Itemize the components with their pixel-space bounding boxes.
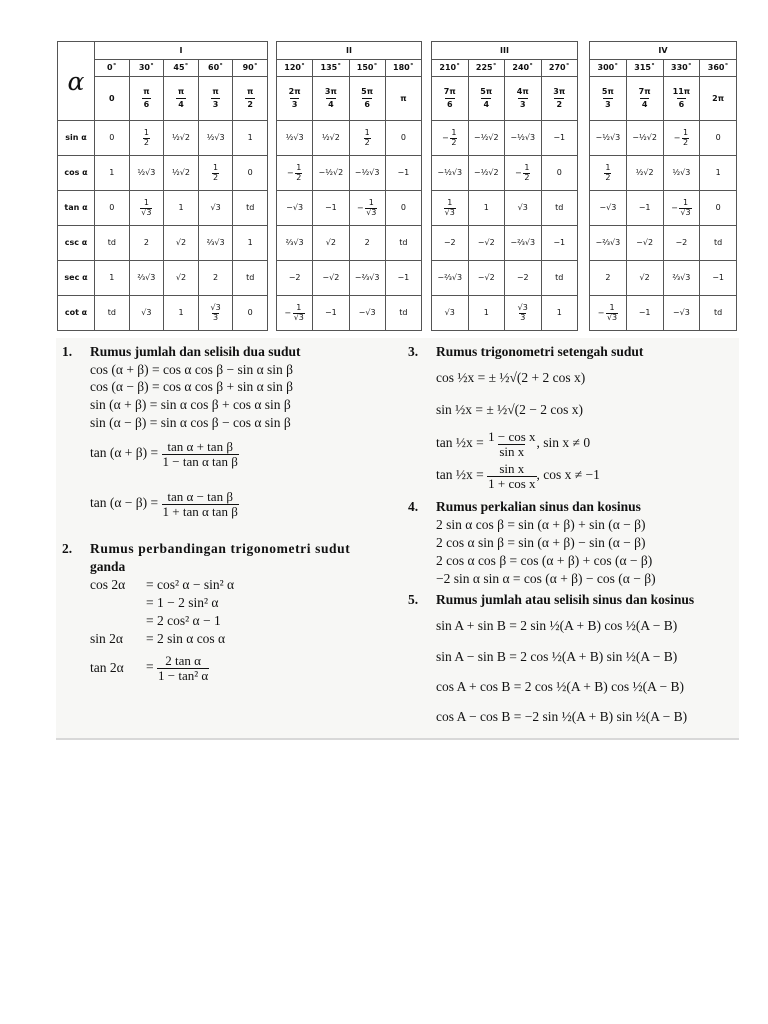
formula-tan2a: = $\frac{\text{2 tan α}}{\text{1 − tan² α}}$ [146,653,209,683]
degree-cell: 0˚ [95,60,130,77]
value-cell: td [541,191,578,226]
value-cell: −√2 [468,261,505,296]
value-cell: 1 [468,191,505,226]
degree-cell: 225˚ [468,60,505,77]
value-cell: −½√2 [468,156,505,191]
value-cell: −√3 [349,296,385,331]
section-1-number: 1. [62,344,73,359]
degree-cell: 60˚ [198,60,233,77]
radian-cell: $\frac{\pi}{4}$ [164,77,199,121]
formula-sin2a-lhs: sin 2α [90,631,123,646]
radian-cell: π [385,77,421,121]
value-cell: td [541,261,578,296]
value-cell: −√2 [313,261,349,296]
value-cell: −2 [505,261,542,296]
radian-cell: $\frac{5\pi}{4}$ [468,77,505,121]
value-cell: −1 [385,156,421,191]
value-cell: ⅔√3 [198,226,233,261]
value-cell: ½√3 [663,156,700,191]
value-cell: $\frac{1}{2}$ [198,156,233,191]
value-cell: ½√2 [626,156,663,191]
value-cell: 0 [385,121,421,156]
value-cell: 2 [198,261,233,296]
value-cell: − $\frac{1}{2}$ [505,156,542,191]
formula-sum-to-product-1: sin A + sin B = 2 sin ½(A + B) cos ½(A − B) [436,618,678,633]
row-label: cos α [58,156,95,191]
radian-cell: $\frac{11\pi}{6}$ [663,77,700,121]
value-cell: √3 [432,296,469,331]
formula-sin-diff: sin (α − β) = sin α cos β − cos α sin β [90,415,291,430]
formula-cos2a-1: = cos² α − sin² α [146,577,235,592]
value-cell: −½√2 [626,121,663,156]
value-cell: −√3 [663,296,700,331]
value-cell: −½√2 [313,156,349,191]
degree-cell: 180˚ [385,60,421,77]
value-cell: −⅔√3 [590,226,627,261]
value-cell: √3 [198,191,233,226]
row-label: sec α [58,261,95,296]
value-cell: −1 [626,296,663,331]
value-cell: ½√2 [313,121,349,156]
value-cell: − $\frac{1}{2}$ [277,156,313,191]
value-cell: −1 [313,191,349,226]
radian-cell: $\frac{7\pi}{6}$ [432,77,469,121]
value-cell: 1 [700,156,737,191]
formula-sum-to-product-4: cos A − cos B = −2 sin ½(A + B) sin ½(A − B) [436,709,688,724]
degree-cell: 120˚ [277,60,313,77]
value-cell: ½√3 [277,121,313,156]
value-cell: 1 [468,296,505,331]
trig-table-quadrant-1 [57,41,268,331]
radian-cell: $\frac{7\pi}{4}$ [626,77,663,121]
radian-cell: $\frac{3\pi}{2}$ [541,77,578,121]
section-3-number: 3. [408,344,419,359]
quadrant-header: II [277,42,422,60]
value-cell: 1 [541,296,578,331]
degree-cell: 330˚ [663,60,700,77]
value-cell: 1 [164,191,199,226]
formula-product-3: 2 cos α cos β = cos (α + β) + cos (α − β) [436,553,653,568]
value-cell: 2 [349,226,385,261]
degree-cell: 315˚ [626,60,663,77]
value-cell: td [233,261,268,296]
value-cell: td [233,191,268,226]
value-cell: √3 [129,296,164,331]
value-cell: −⅔√3 [349,261,385,296]
value-cell: −½√3 [590,121,627,156]
degree-cell: 90˚ [233,60,268,77]
value-cell: √2 [164,261,199,296]
row-label: tan α [58,191,95,226]
value-cell: td [385,296,421,331]
value-cell: − $\frac{1}{√3}$ [349,191,385,226]
value-cell: $\frac{1}{√3}$ [432,191,469,226]
value-cell: 0 [700,121,737,156]
value-cell: −½√2 [468,121,505,156]
value-cell: td [385,226,421,261]
value-cell: 1 [233,226,268,261]
value-cell: ⅔√3 [129,261,164,296]
value-cell: −2 [663,226,700,261]
value-cell: ½√2 [164,156,199,191]
value-cell: − $\frac{1}{2}$ [432,121,469,156]
degree-cell: 135˚ [313,60,349,77]
value-cell: −√3 [277,191,313,226]
section-5-number: 5. [408,592,419,607]
radian-cell: $\frac{5\pi}{6}$ [349,77,385,121]
radian-cell: $\frac{2\pi}{3}$ [277,77,313,121]
value-cell: 1 [95,261,130,296]
trig-table-quadrant-3 [431,41,578,331]
value-cell: −⅔√3 [505,226,542,261]
section-4-title: Rumus perkalian sinus dan kosinus [436,499,641,514]
formula-cos-half: cos ½x = ± ½√(2 + 2 cos x) [436,370,586,385]
value-cell: √2 [626,261,663,296]
value-cell: td [700,296,737,331]
radian-cell: $\frac{5\pi}{3}$ [590,77,627,121]
value-cell: td [700,226,737,261]
degree-cell: 360˚ [700,60,737,77]
row-label: cot α [58,296,95,331]
value-cell: ½√3 [129,156,164,191]
row-label: sin α [58,121,95,156]
value-cell: 0 [95,191,130,226]
value-cell: −1 [700,261,737,296]
value-cell: 2 [129,226,164,261]
formula-cos-sum: cos (α + β) = cos α cos β − sin α sin β [90,362,294,377]
formula-sum-to-product-3: cos A + cos B = 2 cos ½(A + B) cos ½(A − B) [436,679,684,694]
value-cell: 1 [233,121,268,156]
value-cell: ½√2 [164,121,199,156]
value-cell: − $\frac{1}{2}$ [663,121,700,156]
value-cell: −1 [541,226,578,261]
degree-cell: 240˚ [505,60,542,77]
formula-cos2a-3: = 2 cos² α − 1 [146,613,221,628]
quadrant-header: I [95,42,268,60]
value-cell: $\frac{1}{2}$ [590,156,627,191]
value-cell: 0 [95,121,130,156]
value-cell: td [95,296,130,331]
formula-product-1: 2 sin α cos β = sin (α + β) + sin (α − β) [436,517,646,532]
formula-tan-half-b: tan ½x = $\frac{\text{sin x}}{\text{1 + cos x}}$ , cos x ≠ −1 [436,461,600,491]
value-cell: 2 [590,261,627,296]
value-cell: −2 [277,261,313,296]
value-cell: 0 [385,191,421,226]
value-cell: 0 [233,296,268,331]
value-cell: 0 [700,191,737,226]
value-cell: ⅔√3 [663,261,700,296]
value-cell: $\frac{1}{2}$ [129,121,164,156]
formula-sheet [56,338,739,740]
value-cell: −√2 [468,226,505,261]
section-1-title: Rumus jumlah dan selisih dua sudut [90,344,301,359]
section-2-title-cont: ganda [90,559,126,574]
formula-cos-diff: cos (α − β) = cos α cos β + sin α sin β [90,379,294,394]
value-cell: td [95,226,130,261]
value-cell: √2 [313,226,349,261]
row-label: csc α [58,226,95,261]
alpha-symbol: α [58,42,95,121]
value-cell: 1 [164,296,199,331]
formula-sin-sum: sin (α + β) = sin α cos β + cos α sin β [90,397,291,412]
radian-cell: $\frac{4\pi}{3}$ [505,77,542,121]
radian-cell: $\frac{\pi}{6}$ [129,77,164,121]
formula-tan-half-a: tan ½x = $\frac{\text{1 − cos x}}{\text{sin x}}$ , sin x ≠ 0 [436,429,591,459]
formula-tan-diff: tan (α − β) = $\frac{\text{tan α − tan β}}{\text{1 + tan α tan β}}$ [90,489,238,519]
quadrant-header: III [432,42,578,60]
value-cell: −½√3 [349,156,385,191]
value-cell: −√2 [626,226,663,261]
radian-cell: 0 [95,77,130,121]
value-cell: $\frac{√3}{3}$ [505,296,542,331]
value-cell: −2 [432,226,469,261]
value-cell: 0 [541,156,578,191]
degree-cell: 210˚ [432,60,469,77]
value-cell: −½√3 [432,156,469,191]
section-4-number: 4. [408,499,419,514]
value-cell: √2 [164,226,199,261]
formula-cos2a-2: = 1 − 2 sin² α [146,595,219,610]
value-cell: 0 [233,156,268,191]
value-cell: −√3 [590,191,627,226]
value-cell: −½√3 [505,121,542,156]
formula-product-2: 2 cos α sin β = sin (α + β) − sin (α − β) [436,535,646,550]
value-cell: ⅔√3 [277,226,313,261]
value-cell: √3 [505,191,542,226]
degree-cell: 45˚ [164,60,199,77]
degree-cell: 300˚ [590,60,627,77]
section-2-number: 2. [62,541,73,556]
value-cell: −1 [626,191,663,226]
value-cell: $\frac{1}{2}$ [349,121,385,156]
section-2-title: Rumus perbandingan trigonometri sudut [90,541,351,556]
trig-table-quadrant-4 [589,41,737,331]
formula-sin-half: sin ½x = ± ½√(2 − 2 cos x) [436,402,584,417]
formula-sin2a: = 2 sin α cos α [146,631,226,646]
radian-cell: $\frac{\pi}{2}$ [233,77,268,121]
value-cell: ½√3 [198,121,233,156]
value-cell: $\frac{1}{√3}$ [129,191,164,226]
value-cell: −⅔√3 [432,261,469,296]
radian-cell: $\frac{\pi}{3}$ [198,77,233,121]
formula-cos2a-lhs: cos 2α [90,577,126,592]
formula-sum-to-product-2: sin A − sin B = 2 cos ½(A + B) sin ½(A − B) [436,649,678,664]
formula-tan-sum: tan (α + β) = $\frac{\text{tan α + tan β}}{\text{1 − tan α tan β}}$ [90,439,238,469]
degree-cell: 30˚ [129,60,164,77]
trig-table-quadrant-2 [276,41,422,331]
value-cell: − $\frac{1}{√3}$ [663,191,700,226]
radian-cell: $\frac{3\pi}{4}$ [313,77,349,121]
degree-cell: 150˚ [349,60,385,77]
formula-tan2a-lhs: tan 2α [90,660,124,675]
value-cell: −1 [313,296,349,331]
value-cell: $\frac{√3}{3}$ [198,296,233,331]
formula-product-4: −2 sin α sin α = cos (α + β) − cos (α − β) [436,571,656,586]
radian-cell: 2π [700,77,737,121]
degree-cell: 270˚ [541,60,578,77]
value-cell: − $\frac{1}{√3}$ [590,296,627,331]
quadrant-header: IV [590,42,737,60]
value-cell: − $\frac{1}{√3}$ [277,296,313,331]
value-cell: −1 [541,121,578,156]
section-3-title: Rumus trigonometri setengah sudut [436,344,644,359]
section-5-title: Rumus jumlah atau selisih sinus dan kosinus [436,592,695,607]
value-cell: −1 [385,261,421,296]
value-cell: 1 [95,156,130,191]
